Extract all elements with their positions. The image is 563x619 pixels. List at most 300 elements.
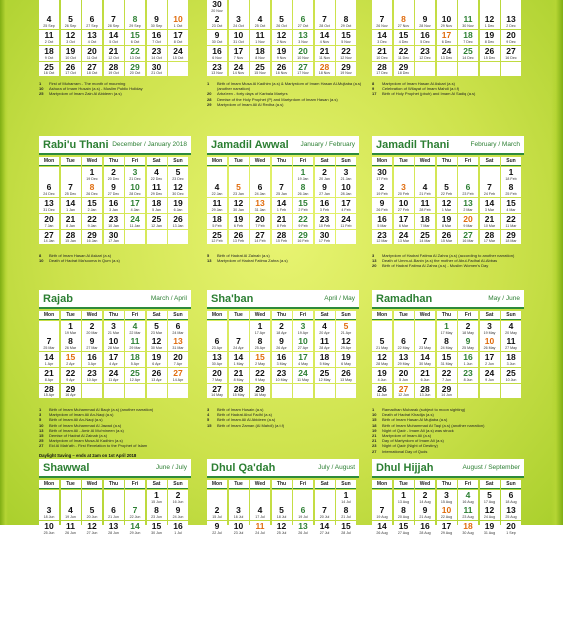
- gregorian-date: 18 May: [462, 330, 474, 335]
- gregorian-date: 27 Sep: [86, 24, 98, 29]
- day-cell: [82, 321, 102, 336]
- hijri-day: 9: [422, 505, 428, 516]
- gregorian-date: 25 Jun: [43, 530, 55, 535]
- day-cell: [229, 167, 249, 182]
- gregorian-date: 18 Nov: [318, 71, 331, 76]
- day-cell: [394, 0, 414, 14]
- hijri-day: 18: [151, 198, 162, 209]
- day-cell: [229, 14, 249, 29]
- day-cell: [229, 321, 249, 336]
- day-cell: [336, 167, 356, 182]
- gregorian-date: 7 May: [212, 377, 222, 382]
- gregorian-date: 28 Feb: [419, 207, 431, 212]
- note-text: Birth of Hadrat Fatima Al Zahra (a.s) - Muslim Women's Day: [382, 263, 489, 269]
- weekday-header: Sat: [147, 157, 167, 166]
- day-cell: [501, 521, 521, 536]
- gregorian-date: 14 Aug: [419, 499, 431, 504]
- hijri-day: 30: [319, 229, 330, 240]
- note-text: Night of Qadr (Night of Destiny): [382, 443, 438, 449]
- hijri-day: 21: [377, 45, 387, 56]
- day-cell: [168, 46, 188, 61]
- hijri-day: 8: [300, 182, 306, 193]
- month-block: [372, 0, 524, 149]
- hijri-day: 16: [87, 352, 97, 363]
- day-cell: [501, 167, 521, 182]
- gregorian-date: 10 May: [275, 377, 288, 382]
- day-cell: [272, 182, 292, 197]
- gregorian-date: 26 Apr: [276, 346, 287, 351]
- gregorian-date: 17 Mar: [483, 239, 496, 244]
- day-cell: [147, 214, 167, 229]
- gregorian-date: 27 Nov: [397, 24, 410, 29]
- day-cell: [207, 352, 227, 367]
- hijri-day: 2: [422, 489, 428, 500]
- note-day: 10: [39, 422, 44, 428]
- hijri-day: 2: [322, 166, 327, 177]
- day-cell: [293, 230, 313, 245]
- gregorian-date: 12 May: [318, 377, 331, 382]
- gregorian-date: 26 Aug: [376, 530, 388, 535]
- hijri-day: 17: [398, 213, 409, 224]
- day-cell: [229, 182, 249, 197]
- day-cell: [480, 368, 500, 383]
- day-cell: [82, 0, 102, 14]
- day-cell: [168, 321, 188, 336]
- hijri-day: 18: [255, 45, 265, 56]
- day-cell: [394, 14, 414, 29]
- day-cell: [39, 521, 59, 536]
- note-text: Day of Martyrdom of Imam Ali (a.s): [382, 438, 444, 444]
- day-cell: [125, 14, 145, 29]
- hijri-day: 12: [484, 14, 495, 25]
- hijri-day: 20: [173, 352, 183, 363]
- day-cell: [394, 368, 414, 383]
- gregorian-date: 29 Jun: [129, 530, 141, 535]
- hijri-day: 29: [87, 229, 97, 240]
- day-cell: [394, 182, 414, 197]
- gregorian-date: 18 Jul: [276, 515, 287, 520]
- month-grid: [39, 0, 189, 76]
- day-cell: [104, 62, 124, 77]
- day-cell: [250, 336, 270, 351]
- hijri-day: 8: [401, 505, 406, 516]
- gregorian-date: 20 Feb: [397, 192, 410, 197]
- day-cell: [168, 62, 188, 77]
- hijri-day: 14: [377, 30, 387, 41]
- day-cell: [250, 230, 270, 245]
- gregorian-date: 10 Jun: [505, 377, 517, 382]
- gregorian-date: 2 Apr: [66, 361, 75, 366]
- hijri-day: 19: [233, 213, 244, 224]
- gregorian-date: 5 Apr: [130, 361, 140, 366]
- day-cell: [501, 352, 521, 367]
- day-cell: [372, 230, 392, 245]
- day-cell: [415, 505, 435, 520]
- weekday-header: Mon: [372, 480, 392, 489]
- day-cell: [394, 198, 414, 213]
- day-cell: [61, 198, 81, 213]
- gregorian-date: 23 Apr: [211, 346, 223, 351]
- day-cell: [61, 230, 81, 245]
- day-cell: [501, 384, 521, 399]
- hijri-day: 13: [463, 198, 473, 209]
- day-cell: [229, 336, 249, 351]
- day-cell: [125, 30, 145, 45]
- gregorian-date: 15 Apr: [43, 393, 55, 398]
- day-cell: [372, 167, 392, 182]
- day-cell: [437, 214, 457, 229]
- day-cell: [415, 321, 435, 336]
- hijri-day: 20: [506, 30, 516, 41]
- weekday-header: Fri: [293, 480, 313, 489]
- hijri-day: 15: [87, 198, 97, 209]
- weekday-header: Sat: [480, 157, 500, 166]
- hijri-day: 2: [279, 320, 284, 331]
- day-cell: [336, 321, 356, 336]
- gregorian-date: 15 Jan: [65, 239, 76, 244]
- month-name: Sha'ban: [211, 292, 254, 305]
- hijri-day: 13: [506, 14, 516, 25]
- hijri-day: 2: [175, 489, 181, 500]
- hijri-day: 8: [132, 14, 138, 25]
- hijri-day: 25: [130, 367, 140, 378]
- day-cell: [61, 521, 81, 536]
- weekday-header: Mon: [207, 480, 227, 489]
- day-cell: [250, 321, 270, 336]
- hijri-day: 1: [508, 166, 514, 177]
- hijri-day: 12: [377, 352, 387, 363]
- gregorian-date: 1 Apr: [44, 361, 54, 366]
- hijri-day: 6: [214, 336, 220, 347]
- month-grid: [207, 0, 357, 76]
- gregorian-date: 19 Mar: [64, 330, 77, 335]
- day-cell: [147, 0, 167, 14]
- day-cell: [125, 490, 145, 505]
- hijri-day: 19: [377, 367, 387, 378]
- hijri-day: 7: [322, 14, 327, 25]
- day-cell: [168, 167, 188, 182]
- gregorian-date: 5 Dec: [420, 39, 430, 44]
- day-cell: [272, 0, 292, 14]
- gregorian-date: 25 Feb: [505, 192, 517, 197]
- day-cell: [501, 505, 521, 520]
- day-cell: [293, 352, 313, 367]
- gregorian-date: 26 Sep: [64, 24, 77, 29]
- hijri-day: 17: [298, 352, 308, 363]
- hijri-day: 8: [508, 182, 514, 193]
- hijri-day: 28: [44, 383, 54, 394]
- gregorian-date: 4 Jan: [130, 207, 140, 212]
- hijri-day: 9: [422, 14, 428, 25]
- day-cell: [82, 230, 102, 245]
- hijri-day: 26: [65, 61, 76, 72]
- gregorian-date: 24 Apr: [233, 346, 244, 351]
- day-cell: [480, 198, 500, 213]
- note-day: 1: [39, 407, 42, 412]
- hijri-day: 8: [154, 505, 159, 516]
- hijri-day: 28: [233, 383, 244, 394]
- gregorian-date: 18 Apr: [276, 330, 287, 335]
- hijri-day: 20: [398, 367, 409, 378]
- gregorian-date: 28 Sep: [107, 24, 120, 29]
- note-text: International Day of Quds: [382, 448, 428, 454]
- weekday-header: Fri: [458, 157, 478, 166]
- hijri-day: 6: [300, 14, 306, 25]
- day-cell: [39, 384, 59, 399]
- hijri-day: 7: [487, 182, 492, 193]
- gregorian-date: 4 Mar: [506, 207, 516, 212]
- hijri-day: 3: [487, 320, 492, 331]
- day-cell: [207, 384, 227, 399]
- day-cell: [372, 490, 392, 505]
- day-cell: [207, 321, 227, 336]
- hijri-day: 29: [255, 383, 265, 394]
- gregorian-date: 26 Jan: [297, 192, 309, 197]
- day-cell: [315, 214, 335, 229]
- day-cell: [437, 336, 457, 351]
- day-cell: [61, 182, 81, 197]
- note-day: 25: [39, 438, 44, 444]
- month-name: Dhul Hijjah: [376, 461, 434, 474]
- gregorian-date: 14 Feb: [254, 239, 266, 244]
- day-cell: [272, 368, 292, 383]
- hijri-day: 13: [506, 505, 516, 516]
- hijri-day: 19: [151, 352, 162, 363]
- weekday-header: Sun: [168, 480, 188, 489]
- gregorian-date: 23 Jan: [233, 192, 244, 197]
- hijri-day: 6: [175, 320, 181, 331]
- hijri-day: 19: [65, 45, 76, 56]
- hijri-day: 14: [377, 521, 387, 532]
- hijri-day: 20: [506, 521, 516, 532]
- hijri-day: 10: [173, 14, 183, 25]
- day-cell: [394, 230, 414, 245]
- gregorian-date: 15 May: [232, 393, 245, 398]
- gregorian-date: 25 Mar: [43, 346, 55, 351]
- hijri-day: 17: [130, 198, 140, 209]
- month-header: [372, 136, 524, 155]
- hijri-day: 29: [441, 383, 452, 394]
- day-cell: [39, 14, 59, 29]
- day-cell: [272, 198, 292, 213]
- hijri-day: 23: [108, 213, 119, 224]
- day-cell: [39, 30, 59, 45]
- day-cell: [372, 384, 392, 399]
- gregorian-date: 19 Jun: [65, 515, 76, 520]
- note-text: Eid Al Mab'ath - First Revelation to the Prophet of Islam: [49, 443, 148, 449]
- day-cell: [207, 230, 227, 245]
- gregorian-date: 24 Jul: [255, 530, 265, 535]
- gregorian-date: 25 Jul: [276, 530, 287, 535]
- hijri-day: 29: [398, 61, 409, 72]
- day-cell: [501, 336, 521, 351]
- gregorian-date: 23 Mar: [150, 330, 163, 335]
- gregorian-date: 14 Apr: [172, 377, 184, 382]
- hijri-day: 17: [233, 45, 244, 56]
- gregorian-date: 6 Apr: [152, 361, 161, 366]
- day-cell: [415, 368, 435, 383]
- hijri-day: 15: [341, 521, 351, 532]
- gregorian-date: 10 Feb: [318, 223, 331, 228]
- hijri-day: 14: [484, 198, 495, 209]
- day-cell: [437, 521, 457, 536]
- note-text: Birth of Hadrat Abul Fadhl (a.s): [217, 412, 272, 418]
- hijri-day: 9: [279, 336, 284, 347]
- gregorian-date: 16 Jan: [86, 239, 98, 244]
- day-cell: [168, 368, 188, 383]
- hijri-day: 19: [276, 45, 287, 56]
- hijri-day: 14: [130, 521, 140, 532]
- hijri-day: 18: [463, 30, 473, 41]
- weekday-header: Wed: [82, 311, 102, 320]
- weekday-header: Sun: [336, 311, 356, 320]
- day-cell: [250, 214, 270, 229]
- day-cell: [125, 368, 145, 383]
- weekday-header: Thu: [104, 480, 124, 489]
- hijri-day: 14: [233, 352, 244, 363]
- weekday-header: Wed: [250, 311, 270, 320]
- hijri-day: 15: [398, 30, 409, 41]
- hijri-day: 26: [377, 383, 387, 394]
- gregorian-date: 21 Oct: [151, 71, 162, 76]
- hijri-day: 16: [276, 352, 287, 363]
- month-notes: [39, 81, 199, 97]
- hijri-day: 1: [257, 320, 263, 331]
- hijri-day: 4: [465, 489, 471, 500]
- gregorian-date: 7 Nov: [233, 55, 244, 60]
- day-cell: [147, 167, 167, 182]
- gregorian-date: 21 Jun: [108, 515, 119, 520]
- hijri-day: 12: [65, 30, 76, 41]
- day-cell: [480, 490, 500, 505]
- gregorian-date: 15 Dec: [483, 55, 496, 60]
- note-line: [372, 91, 532, 96]
- weekday-header: Mon: [39, 480, 59, 489]
- day-cell: [104, 14, 124, 29]
- day-cell: [501, 30, 521, 45]
- gregorian-date: 26 Jul: [298, 530, 308, 535]
- hijri-day: 28: [276, 229, 287, 240]
- day-cell: [168, 230, 188, 245]
- day-cell: [394, 321, 414, 336]
- gregorian-date: 31 May: [440, 361, 453, 366]
- gregorian-date: 18 Mar: [505, 239, 517, 244]
- gregorian-date: 30 Jan: [233, 207, 244, 212]
- day-cell: [272, 62, 292, 77]
- month-block: [372, 459, 524, 619]
- hijri-day: 21: [108, 45, 119, 56]
- gregorian-date: 15 Mar: [440, 239, 453, 244]
- day-cell: [372, 368, 392, 383]
- gregorian-date: 9 Oct: [44, 55, 54, 60]
- gregorian-date: 19 Jan: [297, 176, 309, 181]
- weekday-header: Fri: [458, 480, 478, 489]
- gregorian-date: 24 Oct: [233, 24, 244, 29]
- hijri-day: 18: [420, 213, 430, 224]
- day-cell: [39, 62, 59, 77]
- month-block: [207, 0, 362, 149]
- hijri-day: 14: [276, 198, 287, 209]
- gregorian-date: 22 Dec: [150, 176, 163, 181]
- hijri-day: 13: [108, 521, 119, 532]
- weekday-header: Sun: [501, 157, 521, 166]
- weekday-header: Wed: [415, 157, 435, 166]
- day-cell: [394, 214, 414, 229]
- hijri-day: 16: [420, 521, 430, 532]
- day-cell: [315, 230, 335, 245]
- gregorian-date: 4 Nov: [319, 39, 330, 44]
- day-cell: [336, 352, 356, 367]
- day-cell: [372, 0, 392, 14]
- day-cell: [39, 167, 59, 182]
- hijri-day: 21: [484, 213, 495, 224]
- weekday-header: Tue: [61, 157, 81, 166]
- day-cell: [250, 46, 270, 61]
- gregorian-date: 28 Jun: [108, 530, 119, 535]
- gregorian-date: 3 Jan: [109, 207, 118, 212]
- note-text: Birth of Imam Muhammad Al Jawad (a.s): [49, 422, 122, 428]
- hijri-day: 29: [130, 61, 140, 72]
- day-cell: [272, 321, 292, 336]
- day-cell: [250, 521, 270, 536]
- gregorian-date: 19 Jul: [298, 515, 308, 520]
- day-cell: [458, 46, 478, 61]
- day-cell: [207, 167, 227, 182]
- day-cell: [104, 214, 124, 229]
- day-cell: [415, 490, 435, 505]
- note-day: 10: [372, 412, 377, 418]
- day-cell: [272, 214, 292, 229]
- hijri-day: 23: [276, 367, 287, 378]
- gregorian-date: 1 Jun: [463, 361, 473, 366]
- gregorian-date: 10 Oct: [65, 55, 76, 60]
- gregorian-date: 4 Jun: [377, 377, 387, 382]
- month-range: June / July: [155, 464, 187, 471]
- hijri-day: 8: [68, 336, 73, 347]
- gregorian-date: 8 Jun: [463, 377, 473, 382]
- hijri-day: 12: [151, 336, 162, 347]
- gregorian-date: 13 Nov: [211, 71, 223, 76]
- gregorian-date: 13 Mar: [397, 239, 410, 244]
- hijri-day: 17: [441, 521, 452, 532]
- hijri-day: 5: [236, 182, 241, 193]
- gregorian-date: 7 Dec: [463, 39, 473, 44]
- month-notes: [372, 81, 532, 97]
- hijri-day: 3: [46, 505, 52, 516]
- day-cell: [415, 336, 435, 351]
- gregorian-date: 24 Dec: [43, 192, 55, 197]
- note-text: Birth of Imam Hasan Al Mujtaba (a.s): [382, 417, 448, 423]
- gregorian-date: 26 Mar: [64, 346, 77, 351]
- gregorian-date: 20 Dec: [107, 176, 120, 181]
- gregorian-date: 8 May: [233, 377, 244, 382]
- gregorian-date: 11 Mar: [505, 223, 517, 228]
- gregorian-date: 30 Sep: [150, 24, 163, 29]
- day-cell: [415, 30, 435, 45]
- note-day: 19: [372, 427, 377, 433]
- hijri-day: 5: [89, 505, 95, 516]
- hijri-day: 4: [214, 182, 220, 193]
- day-cell: [82, 336, 102, 351]
- day-cell: [480, 230, 500, 245]
- day-cell: [39, 0, 59, 14]
- note-text: Death of Hadrat Ma'sooma in Qum (a.s): [49, 258, 120, 264]
- day-cell: [336, 384, 356, 399]
- note-day: 21: [372, 432, 377, 438]
- weekday-header: Sun: [168, 311, 188, 320]
- gregorian-date: 4 May: [298, 361, 308, 366]
- gregorian-date: 6 Jun: [420, 377, 430, 382]
